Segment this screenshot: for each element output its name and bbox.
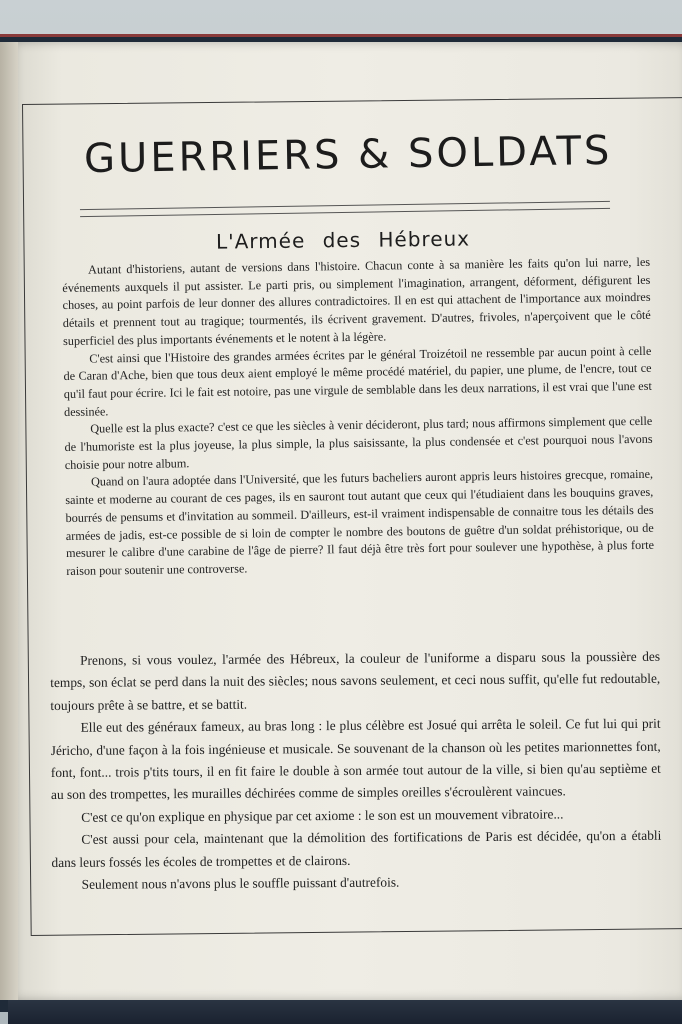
paragraph: Prenons, si vous voulez, l'armée des Hébreux, la couleur de l'uniforme a disparu sous la poussière des temps, son éclat se perd dans la nuit des siècles; nous savons seulement, et ceci nous suffit, qu'elle fut redoutable, toujours prête à se battre, et se battit. [50, 648, 661, 713]
book-cover-bottom [8, 1000, 682, 1024]
paragraph: C'est ainsi que l'Histoire des grandes armées écrites par le général Troizétoil ne ressemble par aucun point à celle de Caran d'Ache, bien que tous deux aient employé le même procédé matériel, du papier, une plume, de l'encre, tout ce qu'il faut pour écrire. Ici le fait est notoire, pas une virgule de semblable dans les deux narrations, il est vrai que l'une est dessinée. [63, 343, 652, 419]
page-gutter [0, 42, 18, 1000]
paragraph: C'est aussi pour cela, maintenant que la démolition des fortifications de Paris est décidée, qu'on a établi dans leurs fossés les écoles de trompettes et de clairons. [51, 827, 662, 870]
body-text-lower [50, 646, 662, 897]
paragraph: Elle eut des généraux fameux, au bras long : le plus célèbre est Josué qui arrêta le soleil. Ce fut lui qui prit Jéricho, d'une façon à la fois ingénieuse et musicale. Se souvenant de la chanson où les petites marionnettes font, font, font... trois p'tits tours, il en fit faire le double à son armée tout autour de la ville, si bien qu'au septième et au son des trompettes, les murailles déchirées comme de simples oreilles s'écroulèrent vaincues. [50, 715, 661, 803]
paragraph: Autant d'historiens, autant de versions dans l'histoire. Chacun conte à sa manière les faits qu'on lui narre, les événements auxquels il put assister. Le parti pris, ou simplement l'imagination, arrangent, déforment, défigurent les choses, au point parfois de leur donner des allures contradictoires. Il en est qui attachent de l'importance aux moindres détails et prennent tout au tragique; tourmentés, ils écrivent gravement. D'autres, frivoles, n'aperçoivent que le côté superficiel des plus importants événements et le notent à la légère. [62, 254, 651, 348]
chapter-subtitle: L'Armée des Hébreux [215, 226, 471, 254]
body-text-upper [62, 254, 654, 581]
paragraph: Seulement nous n'avons plus le souffle puissant d'autrefois. [81, 874, 400, 892]
page-title: GUERRIERS & SOLDATS [83, 127, 613, 183]
paragraph: C'est ce qu'on explique en physique par cet axiome : le son est un mouvement vibratoire... [81, 806, 564, 825]
paragraph: Quand on l'aura adoptée dans l'Université, que les futurs bacheliers auront appris leurs histoires grecque, romaine, sainte et moderne au courant de ces pages, ils en sauront tout autant que ceux qui l'étudiaient dans les bouquins graves, bourrés de pensums et d'invitation au sommeil. D'ailleurs, est-il vraiment indispensable de connaitre tous les détails des armées de jadis, est-ce possible de si loin de compter le nombre des boutons de guêtre d'un soldat préhistorique, ou de mesurer le calibre d'une carabine de l'âge de pierre? Il faut déjà être très fort pour soulever une hypothèse, à plus forte raison pour soutenir une controverse. [65, 467, 655, 578]
paragraph: Quelle est la plus exacte? c'est ce que les siècles à venir décideront, plus tard; nous affirmons simplement que celle de l'humoriste est la plus joyeuse, la plus simple, la plus saisissante, la plus condensée et c'est pourquoi nous l'avons choisie pour notre album. [64, 414, 653, 472]
